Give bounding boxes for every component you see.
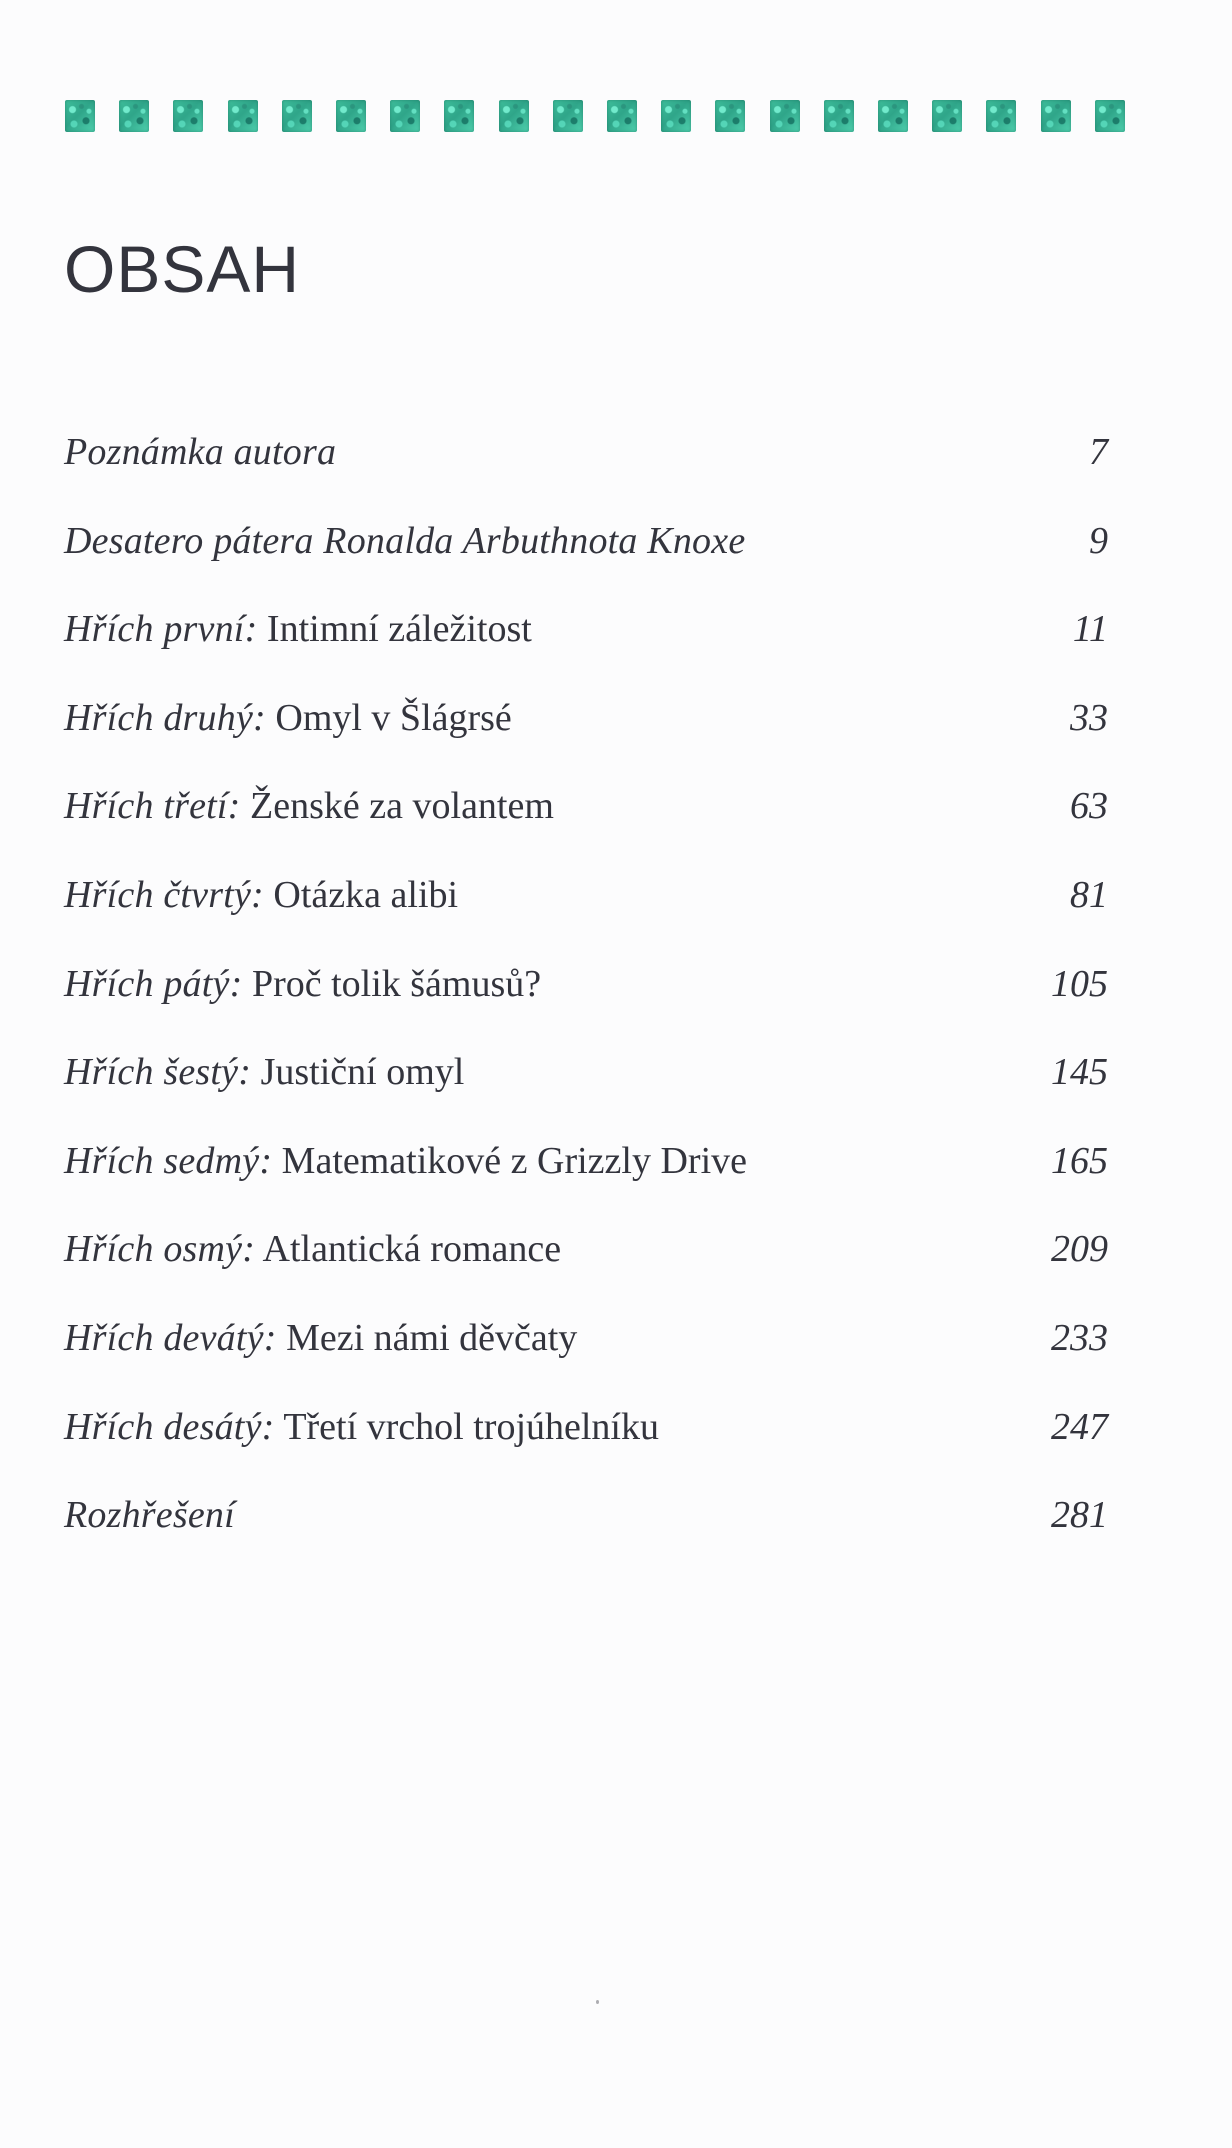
page-title: OBSAH (64, 232, 301, 306)
decorative-square (1041, 100, 1071, 132)
toc-entry-page-number: 281 (1051, 1494, 1108, 1537)
toc-entry-title: Otázka alibi (263, 873, 459, 916)
toc-entry-label (64, 873, 458, 917)
toc-entry-title: Omyl v Šlágrsé (265, 696, 512, 739)
toc-entry-lead: Hřích druhý: (64, 696, 266, 739)
toc-entry[interactable] (64, 1493, 1114, 1582)
decorative-square (65, 100, 95, 132)
toc-entry-lead: Hřích první: (64, 608, 258, 651)
toc-entry-label (64, 696, 512, 740)
decorative-square (1095, 100, 1125, 132)
toc-entry[interactable] (64, 696, 1114, 785)
toc-entry[interactable] (64, 962, 1114, 1051)
toc-entry-title: Atlantická romance (255, 1228, 562, 1271)
toc-entry-lead: Hřích třetí: (64, 785, 241, 828)
decorative-square (607, 100, 637, 132)
toc-entry-label (64, 1405, 659, 1449)
decorative-square (499, 100, 529, 132)
decorative-square (119, 100, 149, 132)
toc-entry-page-number: 145 (1051, 1051, 1108, 1094)
toc-entry-title: Proč tolik šámusů? (242, 962, 542, 1005)
toc-entry-page-number: 33 (1070, 696, 1108, 739)
toc-entry[interactable] (64, 1139, 1114, 1228)
toc-entry-title: Mezi námi děvčaty (276, 1316, 578, 1359)
toc-entry-page-number: 165 (1051, 1139, 1108, 1182)
toc-entry-label (64, 962, 541, 1006)
decorative-square (553, 100, 583, 132)
decorative-square (661, 100, 691, 132)
toc-entry[interactable] (64, 519, 1114, 608)
decorative-square (932, 100, 962, 132)
toc-entry[interactable] (64, 607, 1114, 696)
toc-entry-label (64, 1316, 577, 1360)
decorative-square (173, 100, 203, 132)
toc-entry-label (64, 1139, 747, 1183)
toc-entry[interactable] (64, 1050, 1114, 1139)
toc-entry-lead: Hřích pátý: (64, 962, 243, 1005)
toc-entry[interactable] (64, 784, 1114, 873)
toc-entry-page-number: 233 (1051, 1316, 1108, 1359)
toc-entry-lead: Rozhřešení (64, 1494, 235, 1537)
toc-entry-lead: Desatero pátera Ronalda Arbuthnota Knoxe (64, 519, 746, 562)
toc-entry[interactable] (64, 1227, 1114, 1316)
decorative-square (336, 100, 366, 132)
toc-entry-page-number: 7 (1089, 431, 1108, 473)
toc-entry-page-number: 105 (1051, 962, 1108, 1005)
decorative-square (390, 100, 420, 132)
toc-entry-page-number: 63 (1070, 785, 1108, 828)
toc-entry-page-number: 81 (1070, 873, 1108, 916)
toc-entry-title: Třetí vrchol trojúhelníku (274, 1405, 659, 1448)
decorative-square (986, 100, 1016, 132)
decorative-squares-row (65, 100, 1125, 134)
decorative-square (878, 100, 908, 132)
toc-entry-lead: Hřích sedmý: (64, 1139, 273, 1182)
toc-entry-lead: Hřích devátý: (64, 1316, 277, 1359)
toc-entry-lead: Hřích čtvrtý: (64, 873, 264, 916)
toc-entry-lead: Hřích osmý: (64, 1228, 256, 1271)
toc-entry[interactable] (64, 430, 1114, 519)
toc-entry-page-number: 247 (1051, 1405, 1108, 1448)
toc-entry-title: Matematikové z Grizzly Drive (272, 1139, 747, 1182)
decorative-square (444, 100, 474, 132)
toc-entry-title: Justiční omyl (251, 1051, 465, 1094)
toc-entry-lead: Hřích desátý: (64, 1405, 275, 1448)
decorative-square (228, 100, 258, 132)
toc-entry-label (64, 1227, 561, 1271)
toc-entry[interactable] (64, 873, 1114, 962)
toc-entry[interactable] (64, 1405, 1114, 1494)
decorative-square (282, 100, 312, 132)
toc-entry-page-number: 11 (1072, 608, 1108, 651)
decorative-square (770, 100, 800, 132)
toc-entry-label (64, 1493, 235, 1537)
toc-entry[interactable] (64, 1316, 1114, 1405)
toc-entry-title: Intimní záležitost (257, 608, 532, 651)
toc-entry-label (64, 430, 336, 474)
toc-entry-label (64, 519, 745, 563)
toc-entry-page-number: 209 (1051, 1228, 1108, 1271)
toc-entry-title: Ženské za volantem (240, 785, 554, 828)
toc-entry-label (64, 1050, 464, 1094)
toc-entry-lead: Poznámka autora (64, 431, 337, 473)
table-of-contents (64, 430, 1114, 1582)
decorative-square (715, 100, 745, 132)
decorative-square (824, 100, 854, 132)
print-speck (596, 2000, 599, 2004)
toc-entry-label (64, 784, 554, 828)
toc-entry-label (64, 607, 532, 651)
toc-entry-lead: Hřích šestý: (64, 1051, 252, 1094)
toc-entry-page-number: 9 (1089, 519, 1108, 562)
